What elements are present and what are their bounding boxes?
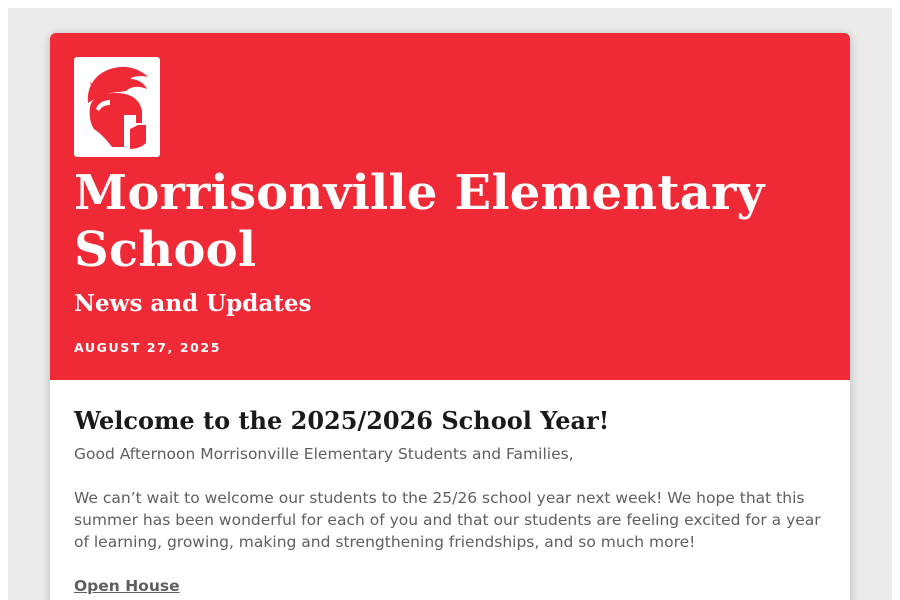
spartan-helmet-icon (80, 63, 154, 151)
newsletter-header (50, 33, 850, 380)
newsletter-subtitle: News and Updates (74, 290, 312, 317)
newsletter-date: AUGUST 27, 2025 (74, 340, 222, 355)
newsletter-content (50, 380, 850, 597)
school-logo (74, 57, 160, 157)
body-paragraph: We can’t wait to welcome our students to the 25/26 school year next week! We hope that this summer has been wonderful for each of you and that our students are feeling excited for a year of learning, growing, making and strengthening friendships, and so much more! (74, 489, 821, 551)
page-background (8, 8, 892, 600)
open-house-heading: Open House (74, 577, 180, 595)
greeting-text: Good Afternoon Morrisonville Elementary Students and Families, (74, 445, 574, 463)
school-name: Morrisonville Elementary School (74, 165, 765, 278)
newsletter-card (50, 33, 850, 600)
article-heading: Welcome to the 2025/2026 School Year! (74, 406, 610, 435)
